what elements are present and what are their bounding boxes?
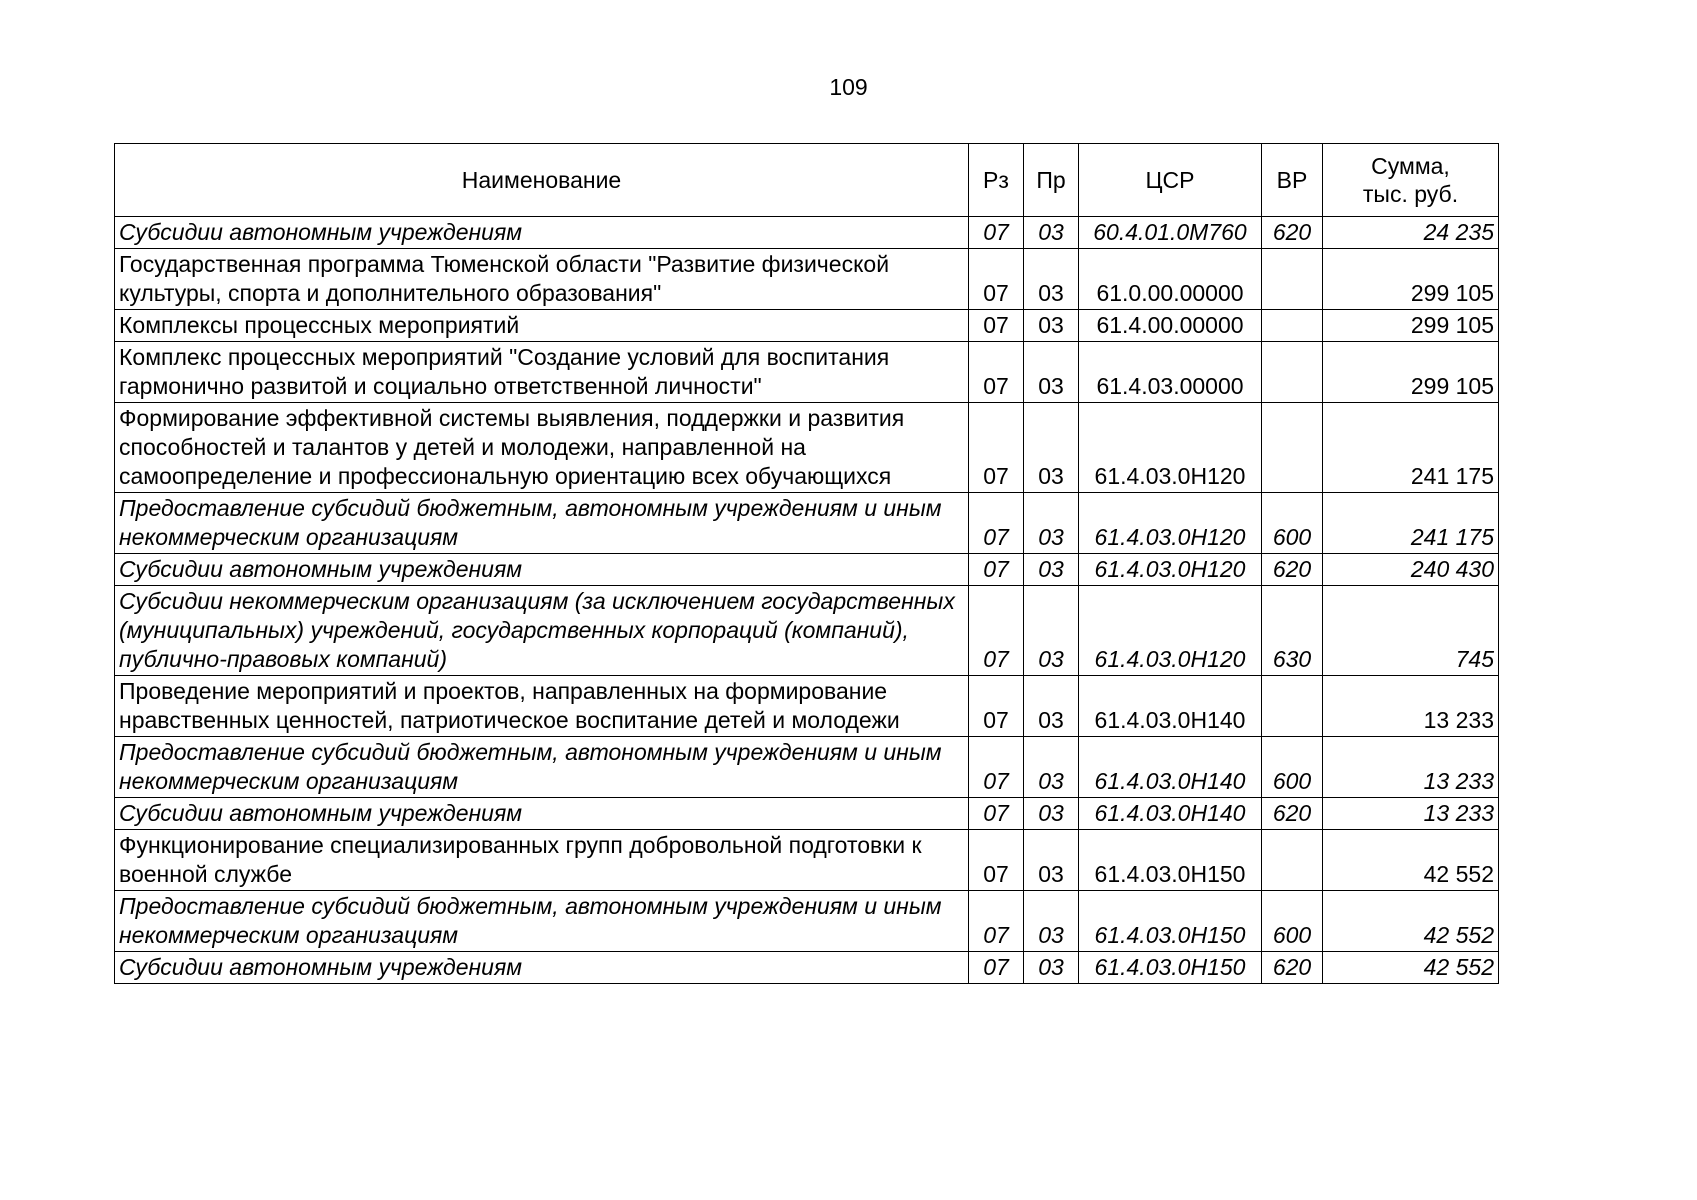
row-rz-cell: 07: [969, 798, 1024, 830]
row-vr-cell: 600: [1262, 493, 1323, 554]
row-name-cell: Субсидии автономным учреждениям: [115, 554, 969, 586]
table-row: [115, 217, 1499, 249]
row-rz-cell: 07: [969, 737, 1024, 798]
row-rz-cell: 07: [969, 493, 1024, 554]
row-name-cell: Субсидии автономным учреждениям: [115, 952, 969, 984]
row-vr-cell: [1262, 676, 1323, 737]
row-rz-cell: 07: [969, 554, 1024, 586]
row-vr-cell: 620: [1262, 217, 1323, 249]
row-csr-cell: 61.0.00.00000: [1079, 249, 1262, 310]
row-csr-cell: 61.4.03.0Н120: [1079, 586, 1262, 676]
row-rz-cell: 07: [969, 217, 1024, 249]
row-vr-cell: [1262, 830, 1323, 891]
row-name-cell: Субсидии автономным учреждениям: [115, 798, 969, 830]
row-sum-cell: 299 105: [1323, 310, 1499, 342]
row-pr-cell: 03: [1024, 586, 1079, 676]
row-name-cell: Субсидии некоммерческим организациям (за исключением государственных (муниципальных) учреждений, государственных корпораций (компаний), публично-правовых компаний): [115, 586, 969, 676]
table-row: [115, 830, 1499, 891]
row-sum-cell: 299 105: [1323, 249, 1499, 310]
table-row: [115, 798, 1499, 830]
row-vr-cell: 620: [1262, 798, 1323, 830]
row-vr-cell: [1262, 310, 1323, 342]
row-sum-cell: 13 233: [1323, 798, 1499, 830]
row-pr-cell: 03: [1024, 554, 1079, 586]
row-rz-cell: 07: [969, 952, 1024, 984]
row-rz-cell: 07: [969, 676, 1024, 737]
row-rz-cell: 07: [969, 830, 1024, 891]
page-number: 109: [829, 74, 868, 100]
row-csr-cell: 60.4.01.0М760: [1079, 217, 1262, 249]
row-sum-cell: 13 233: [1323, 737, 1499, 798]
row-pr-cell: 03: [1024, 217, 1079, 249]
row-csr-cell: 61.4.03.0Н150: [1079, 830, 1262, 891]
row-vr-cell: 620: [1262, 554, 1323, 586]
row-name-cell: Функционирование специализированных групп добровольной подготовки к военной службе: [115, 830, 969, 891]
row-sum-cell: 42 552: [1323, 952, 1499, 984]
row-sum-cell: 42 552: [1323, 830, 1499, 891]
row-csr-cell: 61.4.03.0Н120: [1079, 554, 1262, 586]
row-sum-cell: 240 430: [1323, 554, 1499, 586]
table-row: [115, 493, 1499, 554]
row-vr-cell: [1262, 403, 1323, 493]
row-pr-cell: 03: [1024, 493, 1079, 554]
row-sum-cell: 299 105: [1323, 342, 1499, 403]
table-row: [115, 403, 1499, 493]
row-name-cell: Субсидии автономным учреждениям: [115, 217, 969, 249]
row-sum-cell: 241 175: [1323, 493, 1499, 554]
table-row: [115, 586, 1499, 676]
header-csr: ЦСР: [1079, 144, 1262, 217]
table-row: [115, 249, 1499, 310]
row-name-cell: Формирование эффективной системы выявления, поддержки и развития способностей и талантов у детей и молодежи, направленной на самоопределение и профессиональную ориентацию всех обучающихся: [115, 403, 969, 493]
row-pr-cell: 03: [1024, 310, 1079, 342]
row-rz-cell: 07: [969, 249, 1024, 310]
row-rz-cell: 07: [969, 403, 1024, 493]
table-row: [115, 554, 1499, 586]
header-name: Наименование: [115, 144, 969, 217]
row-pr-cell: 03: [1024, 952, 1079, 984]
row-pr-cell: 03: [1024, 737, 1079, 798]
table-body: [115, 217, 1499, 984]
row-name-cell: Предоставление субсидий бюджетным, автономным учреждениям и иным некоммерческим организациям: [115, 737, 969, 798]
header-pr: Пр: [1024, 144, 1079, 217]
row-name-cell: Комплекс процессных мероприятий "Создание условий для воспитания гармонично развитой и социально ответственной личности": [115, 342, 969, 403]
table-row: [115, 952, 1499, 984]
row-sum-cell: 42 552: [1323, 891, 1499, 952]
row-sum-cell: 24 235: [1323, 217, 1499, 249]
budget-table: [114, 143, 1499, 984]
row-name-cell: Предоставление субсидий бюджетным, автономным учреждениям и иным некоммерческим организациям: [115, 493, 969, 554]
row-csr-cell: 61.4.03.0Н120: [1079, 403, 1262, 493]
table-row: [115, 310, 1499, 342]
row-vr-cell: 630: [1262, 586, 1323, 676]
row-name-cell: Государственная программа Тюменской области "Развитие физической культуры, спорта и дополнительного образования": [115, 249, 969, 310]
row-rz-cell: 07: [969, 586, 1024, 676]
row-pr-cell: 03: [1024, 342, 1079, 403]
table-header-row: [115, 144, 1499, 217]
row-csr-cell: 61.4.00.00000: [1079, 310, 1262, 342]
row-csr-cell: 61.4.03.0Н140: [1079, 737, 1262, 798]
row-vr-cell: [1262, 249, 1323, 310]
row-sum-cell: 241 175: [1323, 403, 1499, 493]
row-pr-cell: 03: [1024, 830, 1079, 891]
row-pr-cell: 03: [1024, 403, 1079, 493]
row-pr-cell: 03: [1024, 676, 1079, 737]
header-rz: Рз: [969, 144, 1024, 217]
row-name-cell: Комплексы процессных мероприятий: [115, 310, 969, 342]
table-row: [115, 676, 1499, 737]
row-sum-cell: 13 233: [1323, 676, 1499, 737]
row-sum-cell: 745: [1323, 586, 1499, 676]
row-vr-cell: 600: [1262, 737, 1323, 798]
table-row: [115, 737, 1499, 798]
row-name-cell: Проведение мероприятий и проектов, направленных на формирование нравственных ценностей, патриотическое воспитание детей и молодежи: [115, 676, 969, 737]
row-pr-cell: 03: [1024, 891, 1079, 952]
row-csr-cell: 61.4.03.0Н140: [1079, 676, 1262, 737]
table-row: [115, 891, 1499, 952]
row-rz-cell: 07: [969, 310, 1024, 342]
row-pr-cell: 03: [1024, 798, 1079, 830]
header-sum: Сумма, тыс. руб.: [1323, 144, 1499, 217]
row-vr-cell: 620: [1262, 952, 1323, 984]
row-name-cell: Предоставление субсидий бюджетным, автономным учреждениям и иным некоммерческим организациям: [115, 891, 969, 952]
row-csr-cell: 61.4.03.0Н150: [1079, 891, 1262, 952]
header-vr: ВР: [1262, 144, 1323, 217]
row-vr-cell: 600: [1262, 891, 1323, 952]
row-rz-cell: 07: [969, 891, 1024, 952]
table-row: [115, 342, 1499, 403]
row-pr-cell: 03: [1024, 249, 1079, 310]
row-csr-cell: 61.4.03.0Н140: [1079, 798, 1262, 830]
row-csr-cell: 61.4.03.0Н150: [1079, 952, 1262, 984]
row-csr-cell: 61.4.03.00000: [1079, 342, 1262, 403]
row-csr-cell: 61.4.03.0Н120: [1079, 493, 1262, 554]
row-vr-cell: [1262, 342, 1323, 403]
row-rz-cell: 07: [969, 342, 1024, 403]
